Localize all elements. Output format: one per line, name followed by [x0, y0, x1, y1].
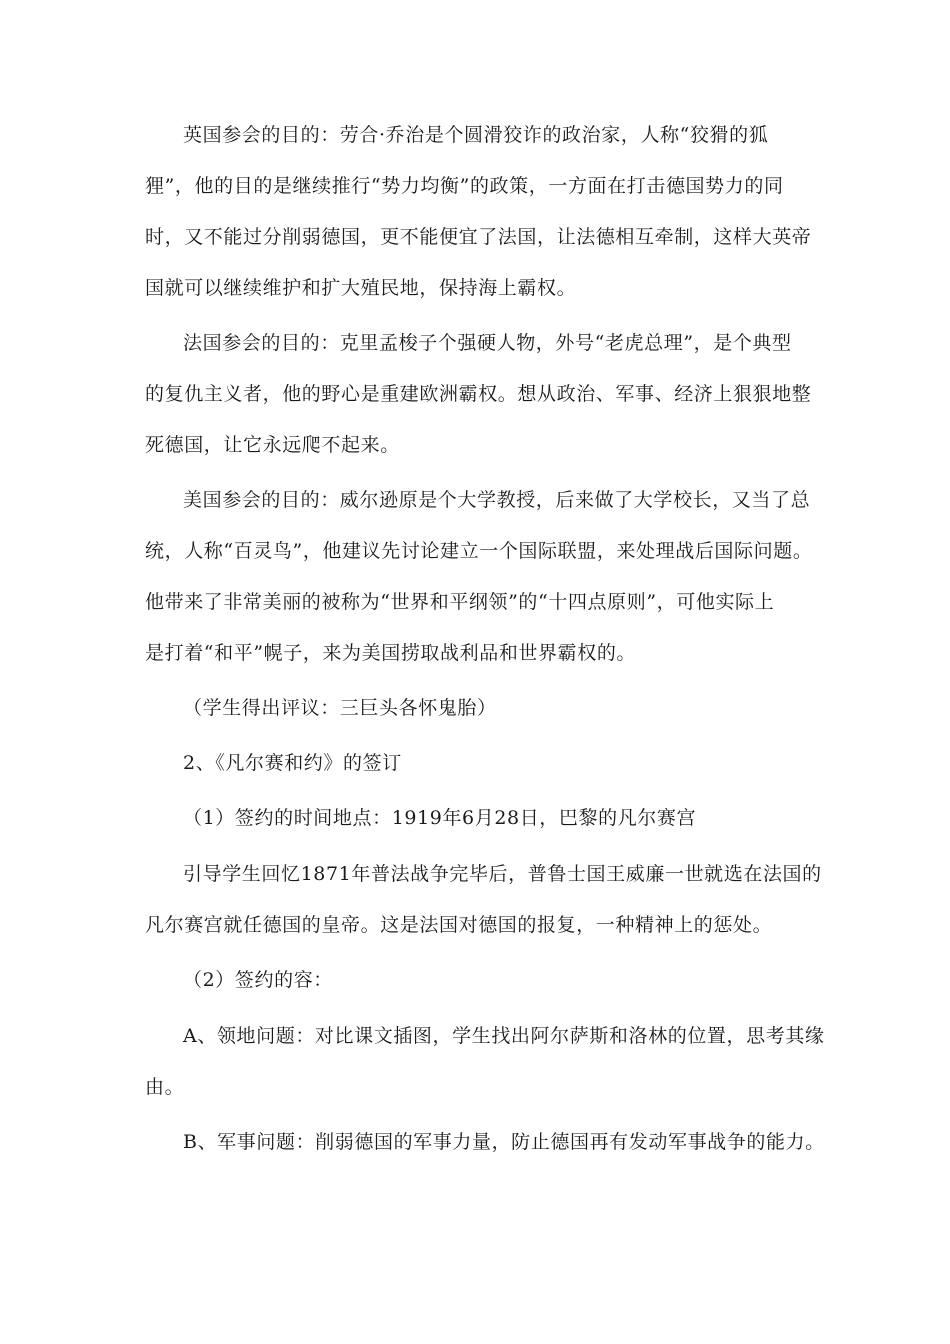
paragraph-10-line-1: B、军事问题：削弱德国的军事力量，防止德国再有发动军事战争的能力。	[183, 1131, 825, 1153]
paragraph-7-line-1: 引导学生回忆1871年普法战争完毕后，普鲁士国王威廉一世就选在法国的	[183, 863, 822, 885]
paragraph-3-line-4: 是打着“和平”幌子，来为美国捞取战利品和世界霸权的。	[145, 642, 637, 664]
paragraph-1-line-2: 狸”，他的目的是继续推行“势力均衡”的政策，一方面在打击德国势力的同	[145, 175, 784, 197]
paragraph-7-line-2: 凡尔赛宫就任德国的皇帝。这是法国对德国的报复，一种精神上的惩处。	[145, 914, 773, 936]
paragraph-1-line-3: 时，又不能过分削弱德国，更不能便宜了法国，让法德相互牵制，这样大英帝	[145, 226, 812, 248]
paragraph-6-line-1: （1）签约的时间地点：1919年6月28日，巴黎的凡尔赛宫	[183, 807, 697, 829]
paragraph-8-line-1: （2）签约的容：	[183, 969, 333, 991]
paragraph-1-line-1: 英国参会的目的：劳合·乔治是个圆滑狡诈的政治家，人称“狡猾的狐	[183, 124, 769, 146]
paragraph-2-line-1: 法国参会的目的：克里孟梭子个强硬人物，外号“老虎总理”，是个典型	[183, 332, 792, 354]
paragraph-3-line-2: 统，人称“百灵鸟”，他建议先讨论建立一个国际联盟，来处理战后国际问题。	[145, 540, 813, 562]
paragraph-4-line-1: （学生得出评议：三巨头各怀鬼胎）	[183, 697, 497, 719]
paragraph-3-line-3: 他带来了非常美丽的被称为“世界和平纲领”的“十四点原则”，可他实际上	[145, 591, 775, 613]
paragraph-1-line-4: 国就可以继续维护和扩大殖民地，保持海上霸权。	[145, 277, 577, 299]
section-heading-treaty: 2、《凡尔赛和约》的签订	[183, 752, 402, 774]
paragraph-2-line-2: 的复仇主义者，他的野心是重建欧洲霸权。想从政治、军事、经济上狠狠地整	[145, 383, 812, 405]
paragraph-9-line-2: 由。	[145, 1076, 185, 1098]
paragraph-9-line-1: A、领地问题：对比课文插图，学生找出阿尔萨斯和洛林的位置，思考其缘	[183, 1025, 825, 1047]
paragraph-3-line-1: 美国参会的目的：威尔逊原是个大学教授，后来做了大学校长，又当了总	[183, 489, 811, 511]
paragraph-2-line-3: 死德国，让它永远爬不起来。	[145, 434, 400, 456]
